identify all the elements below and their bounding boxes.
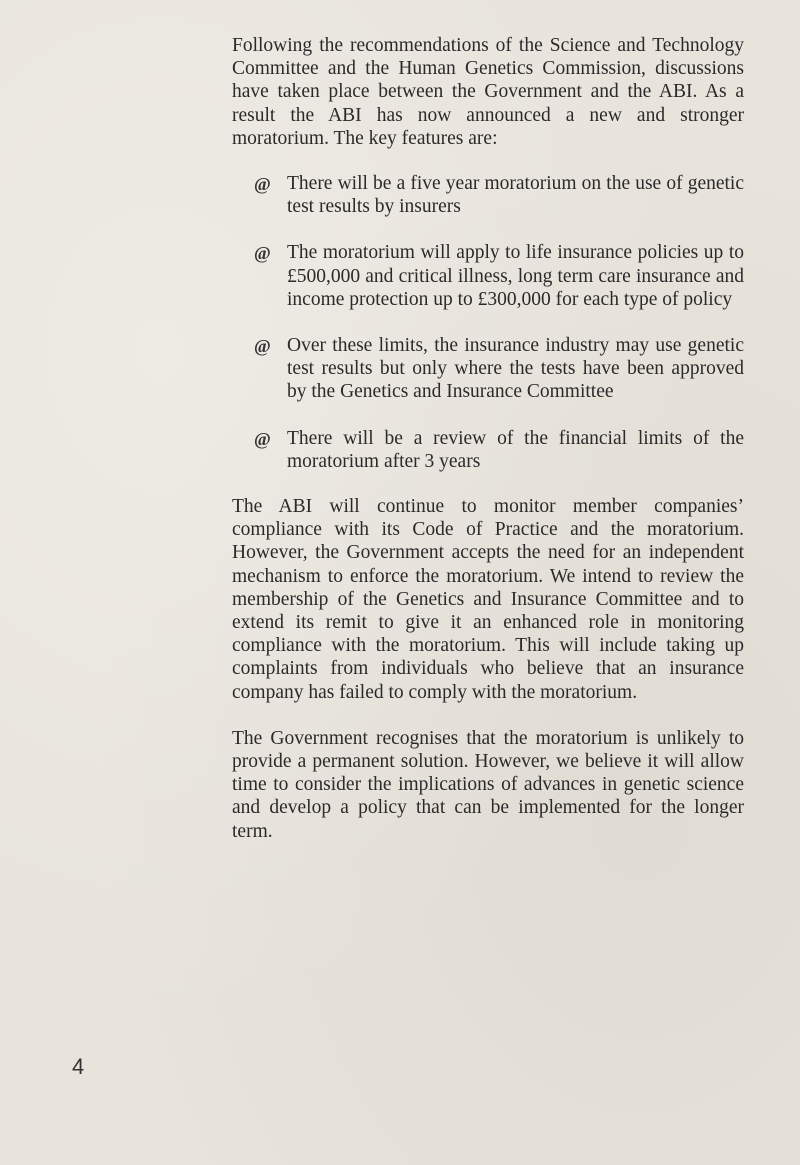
list-item	[232, 241, 744, 311]
bullet-text: There will be a review of the financial limits of the moratorium after 3 years	[287, 427, 744, 472]
list-item	[232, 427, 744, 473]
list-item	[232, 172, 744, 218]
bullet-icon: @	[254, 174, 271, 195]
bullet-icon: @	[254, 428, 271, 449]
page-number: 4	[72, 1054, 85, 1079]
compliance-paragraph: The ABI will continue to monitor member companies’ compliance with its Code of Practice and the moratorium. However, the Government accepts the need for an independent mechanism to enforce the moratorium. We intend to review the membership of the Genetics and Insurance Committee and to extend its remit to give it an enhanced role in monitoring compliance with the moratorium. This will include taking up complaints from individuals who believe that an insurance company has failed to comply with the moratorium.	[232, 496, 744, 703]
bullet-text: There will be a five year moratorium on the use of genetic test results by insurers	[287, 173, 744, 218]
conclusion-paragraph: The Government recognises that the moratorium is unlikely to provide a permanent solution. However, we believe it will allow time to consider the implications of advances in genetic science and develop a policy that can be implemented for the longer term.	[232, 727, 744, 842]
bullet-icon: @	[254, 336, 271, 357]
list-item	[232, 334, 744, 404]
key-features-list	[232, 172, 744, 473]
bullet-icon: @	[254, 243, 271, 264]
bullet-text: The moratorium will apply to life insurance policies up to £500,000 and critical illness, long term care insurance and income protection up to £300,000 for each type of policy	[287, 242, 744, 310]
bullet-text: Over these limits, the insurance industry may use genetic test results but only where the tests have been approved by the Genetics and Insurance Committee	[287, 335, 744, 403]
document-body	[232, 34, 744, 843]
intro-paragraph: Following the recommendations of the Science and Technology Committee and the Human Genetics Commission, discussions have taken place between the Government and the ABI. As a result the ABI has now announced a new and stronger moratorium. The key features are:	[232, 35, 744, 149]
